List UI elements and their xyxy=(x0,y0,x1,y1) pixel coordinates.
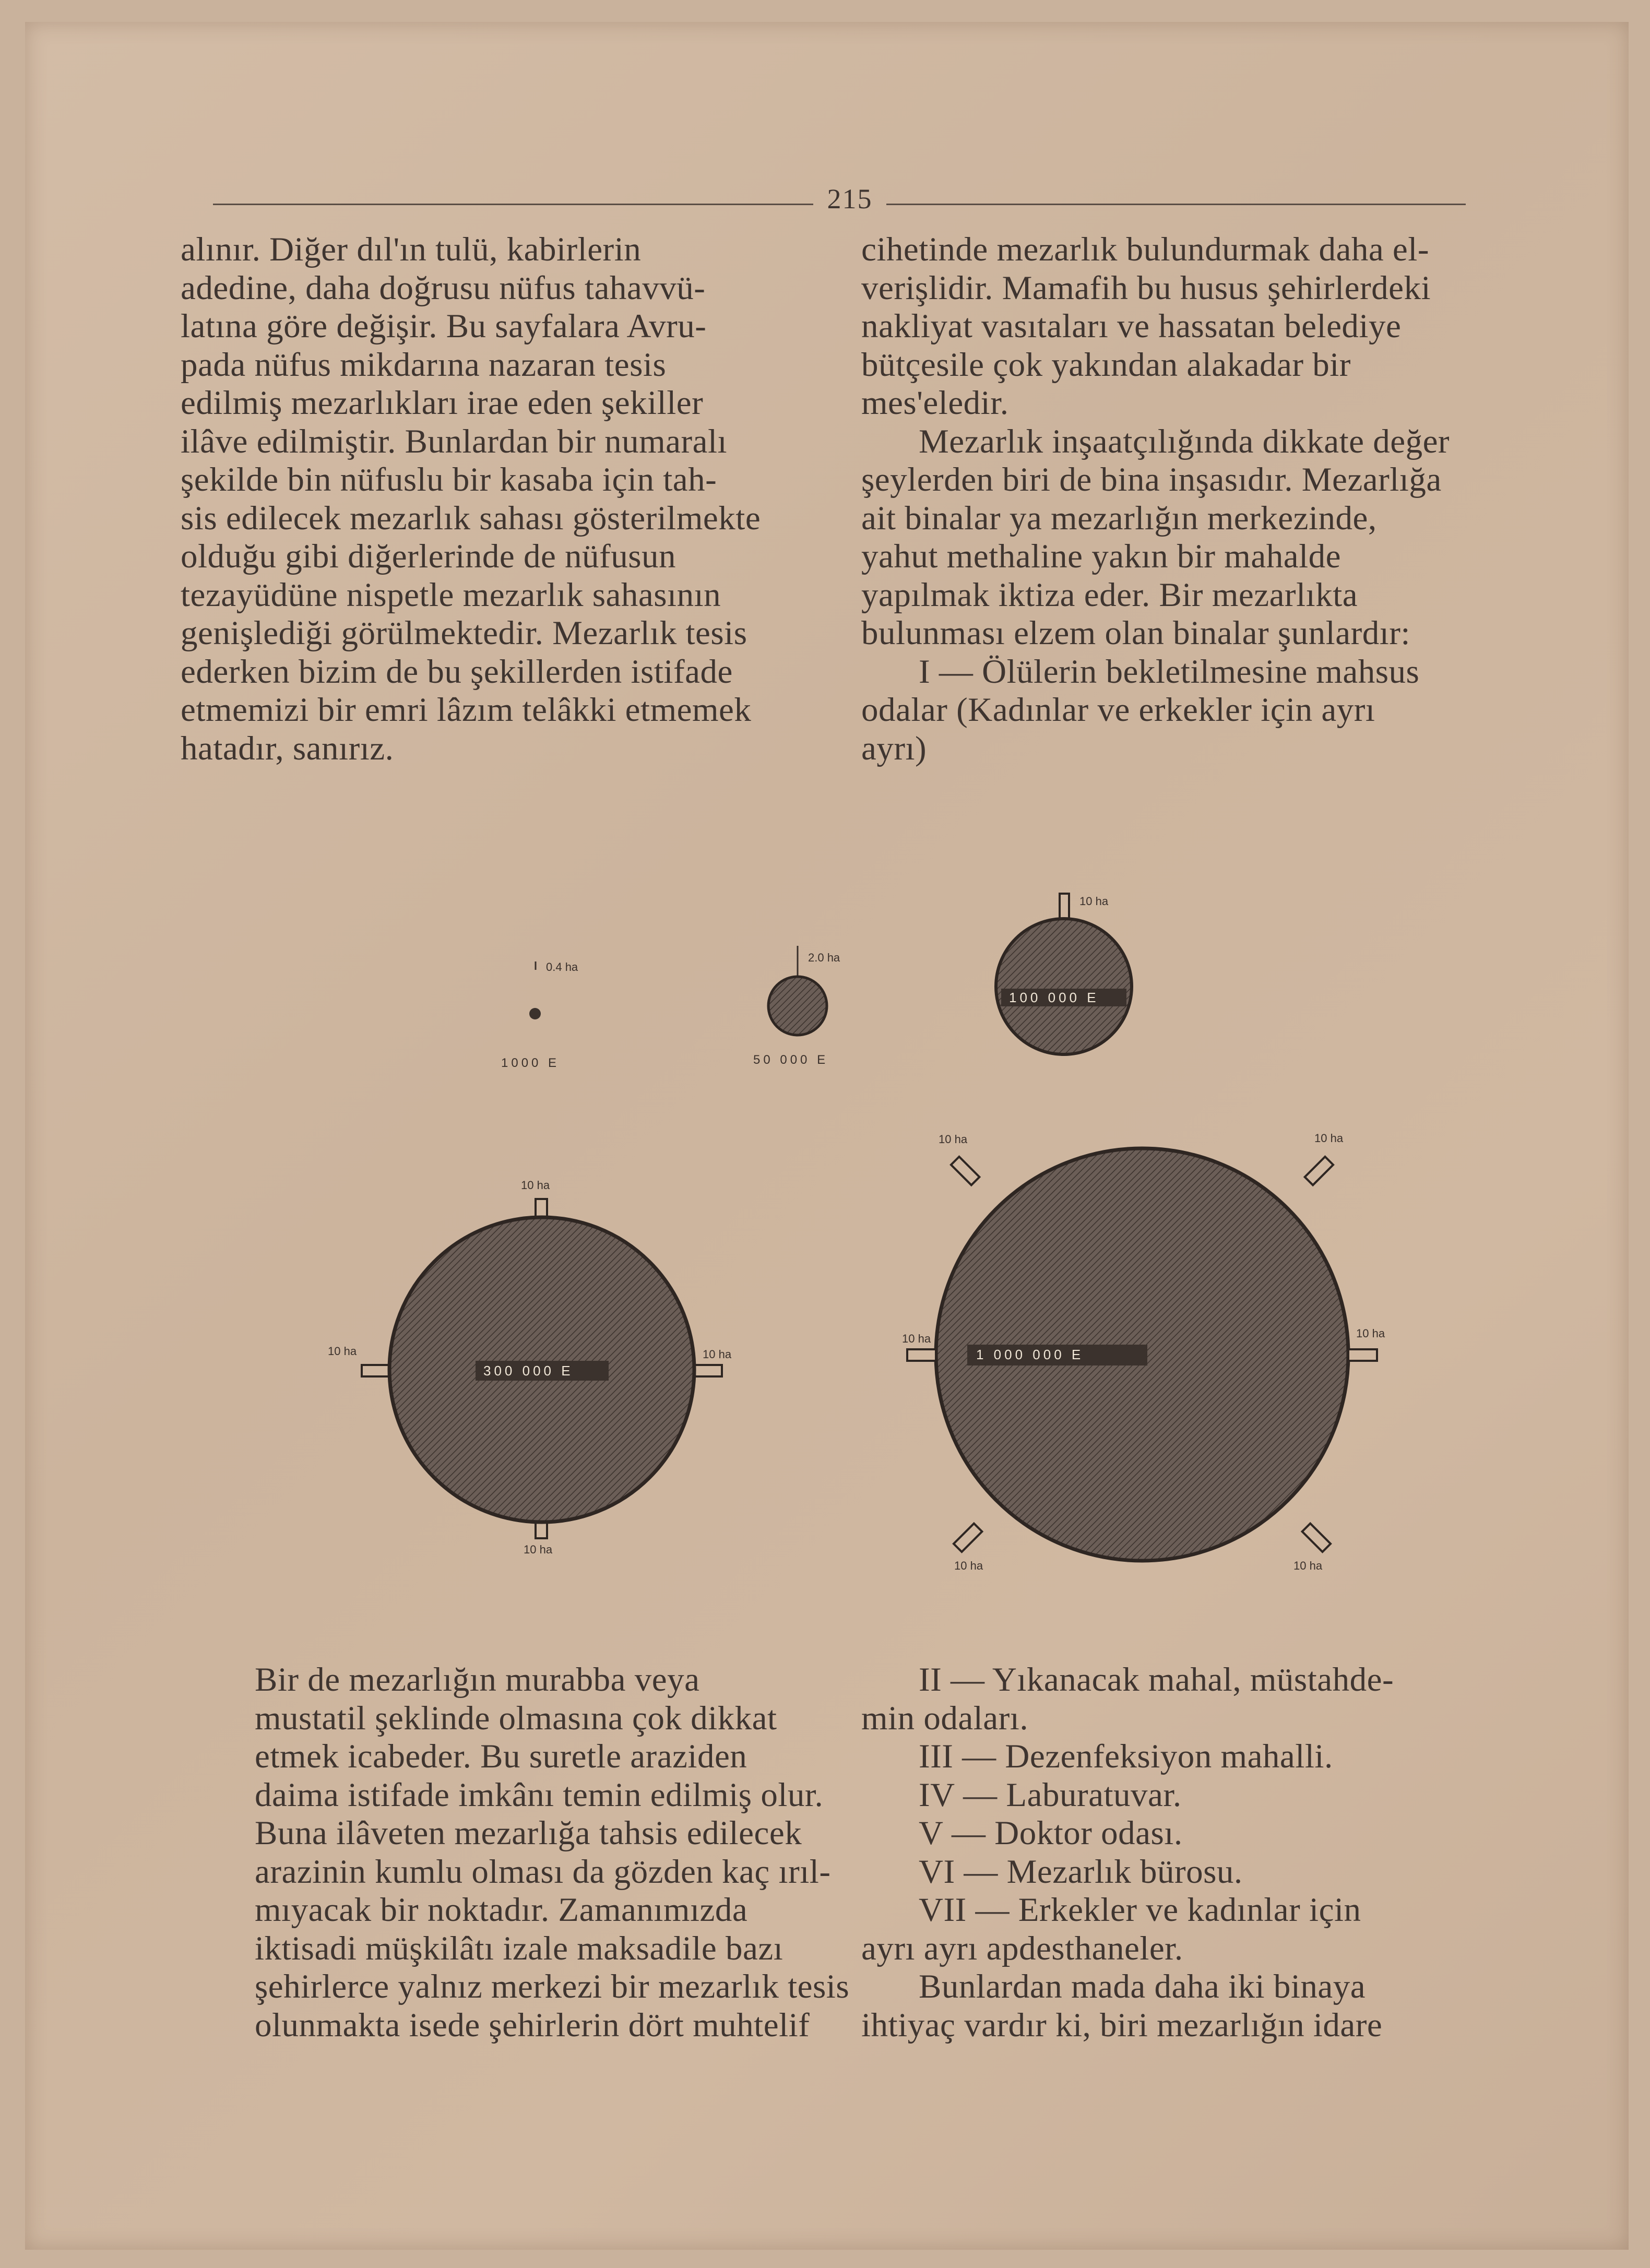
right-column-bottom xyxy=(861,1661,1509,2045)
text-line: ederken bizim de bu şekillerden istifade xyxy=(181,652,733,691)
text-line: şeylerden biri de bina inşasıdır. Mezarlığa xyxy=(861,461,1442,498)
figure-5-area-label-left: 10 ha xyxy=(902,1332,931,1345)
figure-4-area-label-top: 10 ha xyxy=(521,1179,550,1192)
list-item: V — Doktor odası. xyxy=(919,1814,1183,1852)
right-column-top xyxy=(861,231,1509,768)
text-line: daima istifade imkânı temin edilmiş olur. xyxy=(255,1776,824,1814)
header-rule-left xyxy=(213,204,813,205)
text-line: mustatil şeklinde olmasına çok dikkat xyxy=(255,1699,777,1737)
text-line: bulunması elzem olan binalar şunlardır: xyxy=(861,614,1410,652)
figure-3-entrance xyxy=(1060,894,1069,921)
figure-1 xyxy=(501,960,578,1070)
text-line: Buna ilâveten mezarlığa tahsis edilecek xyxy=(255,1814,802,1852)
figure-5-entrance-bottomleft xyxy=(954,1524,982,1552)
page-number: 215 xyxy=(827,183,873,215)
figure-5-population-label: 1 000 000 E xyxy=(976,1347,1084,1362)
figure-2 xyxy=(753,946,840,1067)
figure-2-circle xyxy=(768,977,827,1035)
text-line: pada nüfus mikdarına nazaran tesis xyxy=(181,346,667,384)
text-line: min odaları. xyxy=(861,1699,1029,1737)
figure-4-area-label-bottom: 10 ha xyxy=(524,1543,553,1556)
text-line: adedine, daha doğrusu nüfus tahavvü- xyxy=(181,269,706,307)
list-item: VI — Mezarlık bürosu. xyxy=(919,1853,1243,1891)
figure-4-entrance-left xyxy=(362,1365,390,1376)
text-line: olduğu gibi diğerlerinde de nüfusun xyxy=(181,538,676,575)
list-item: I — Ölülerin bekletilmesine mahsus xyxy=(919,652,1420,691)
figure-3-population-label: 100 000 E xyxy=(1009,990,1099,1005)
figure-5-entrance-right xyxy=(1348,1349,1377,1361)
list-item: VII — Erkekler ve kadınlar için xyxy=(919,1891,1361,1929)
text-line: genişlediği görülmektedir. Mezarlık tesis xyxy=(181,614,747,652)
figure-4-area-label-left: 10 ha xyxy=(328,1345,357,1358)
list-item: II — Yıkanacak mahal, müstahde- xyxy=(919,1661,1394,1699)
text-line: edilmiş mezarlıkları irae eden şekiller xyxy=(181,384,704,422)
figure-4-entrance-right xyxy=(693,1365,722,1376)
figure-2-area-label: 2.0 ha xyxy=(808,951,840,964)
list-item: III — Dezenfeksiyon mahalli. xyxy=(919,1738,1333,1775)
figure-4 xyxy=(328,1179,732,1556)
figure-1-population-label: 1000 E xyxy=(501,1056,560,1070)
text-line: mıyacak bir noktadır. Zamanımızda xyxy=(255,1891,748,1929)
figure-4-area-label-right: 10 ha xyxy=(703,1348,732,1361)
text-line: sis edilecek mezarlık sahası gösterilmekte xyxy=(181,499,761,537)
text-line: Bir de mezarlığın murabba veya xyxy=(255,1661,700,1699)
text-line: ait binalar ya mezarlığın merkezinde, xyxy=(861,499,1377,537)
text-line: latına göre değişir. Bu sayfalara Avru- xyxy=(181,307,707,345)
text-line: şekilde bin nüfuslu bir kasaba için tah- xyxy=(181,461,717,498)
text-line: tezayüdüne nispetle mezarlık sahasının xyxy=(181,576,721,614)
text-line: şehirlerce yalnız merkezi bir mezarlık tesis xyxy=(255,1968,850,2005)
figure-3-area-label: 10 ha xyxy=(1079,895,1109,908)
text-line: ayrı) xyxy=(861,729,927,767)
figure-5-entrance-bottomright xyxy=(1302,1524,1331,1552)
figure-1-circle xyxy=(529,1008,541,1019)
text-line: mes'eledir. xyxy=(861,384,1009,422)
text-line: verişlidir. Mamafih bu husus şehirlerdeki xyxy=(861,269,1431,307)
figure-5-area-label-topleft: 10 ha xyxy=(939,1133,968,1146)
figure-3 xyxy=(996,894,1132,1054)
text-line: yahut methaline yakın bir mahalde xyxy=(861,538,1341,575)
left-column-bottom xyxy=(255,1661,850,2045)
figure-5-area-label-right: 10 ha xyxy=(1356,1327,1385,1340)
text-line: arazinin kumlu olması da gözden kaç ırıl- xyxy=(255,1853,831,1891)
figure-5 xyxy=(902,1132,1385,1572)
text-line: nakliyat vasıtaları ve hassatan belediye xyxy=(861,307,1402,345)
figure-5-area-label-bottomleft: 10 ha xyxy=(954,1559,983,1572)
figure-5-entrance-left xyxy=(907,1349,936,1361)
figure-2-population-label: 50 000 E xyxy=(753,1053,829,1067)
list-item: IV — Laburatuvar. xyxy=(919,1776,1182,1814)
text-line: ihtiyaç vardır ki, biri mezarlığın idare xyxy=(861,2006,1383,2044)
text-line: Mezarlık inşaatçılığında dikkate değer xyxy=(919,422,1450,460)
header-rule-right xyxy=(886,204,1466,205)
figure-5-area-label-topright: 10 ha xyxy=(1314,1132,1344,1145)
text-line: cihetinde mezarlık bulundurmak daha el- xyxy=(861,231,1429,268)
figure-5-area-label-bottomright: 10 ha xyxy=(1293,1559,1323,1572)
text-line: olunmakta isede şehirlerin dört muhtelif xyxy=(255,2006,810,2044)
text-line: yapılmak iktiza eder. Bir mezarlıkta xyxy=(861,576,1358,614)
page xyxy=(25,22,1629,2250)
figure-5-entrance-topright xyxy=(1305,1157,1333,1185)
text-line: bütçesile çok yakından alakadar bir xyxy=(861,346,1351,384)
text-line: hatadır, sanırız. xyxy=(181,729,394,767)
left-column-top xyxy=(181,231,817,768)
text-line: etmek icabeder. Bu suretle araziden xyxy=(255,1738,747,1775)
figure-5-entrance-topleft xyxy=(951,1157,979,1185)
text-line: Bunlardan mada daha iki binaya xyxy=(919,1968,1366,2005)
text-line: alınır. Diğer dıl'ın tulü, kabirlerin xyxy=(181,231,642,268)
figure-1-area-label: 0.4 ha xyxy=(546,960,578,973)
text-line: etmemizi bir emri lâzım telâkki etmemek xyxy=(181,691,752,729)
text-line: ilâve edilmiştir. Bunlardan bir numaralı xyxy=(181,422,728,460)
cemetery-area-diagram xyxy=(276,873,1554,1614)
figure-3-circle xyxy=(996,919,1132,1054)
text-line: odalar (Kadınlar ve erkekler için ayrı xyxy=(861,691,1375,729)
figure-4-population-label: 300 000 E xyxy=(483,1363,574,1379)
diagram-svg xyxy=(276,873,1554,1614)
text-line: iktisadi müşkilâtı izale maksadile bazı xyxy=(255,1929,784,1967)
text-line: ayrı ayrı apdesthaneler. xyxy=(861,1929,1183,1967)
